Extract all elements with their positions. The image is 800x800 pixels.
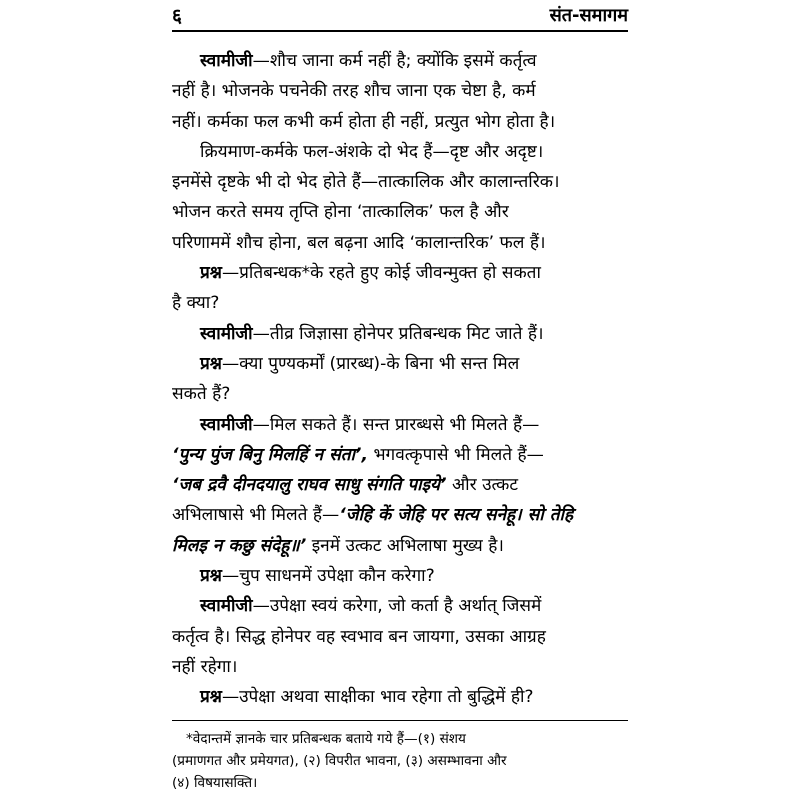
- text-segment: —उपेक्षा स्वयं करेगा, जो कर्ता है अर्थात् जिसमें: [252, 596, 542, 617]
- text-segment: —प्रतिबन्धक*के रहते हुए कोई जीवन्मुक्त हो सकता: [221, 263, 541, 284]
- text-segment: इनमेंसे दृष्टके भी दो भेद होते हैं—तात्कालिक और कालान्तरिक।: [172, 172, 560, 193]
- running-title: संत-समागम: [549, 5, 628, 26]
- text-line: [172, 470, 628, 500]
- text-segment: भगवत्कृपासे भी मिलते हैं—: [368, 444, 544, 465]
- text-segment: इनमें उत्कट अभिलाषा मुख्य है।: [306, 535, 504, 556]
- text-line: [172, 137, 628, 167]
- text-segment: और उत्कट: [446, 475, 518, 496]
- speaker-label: प्रश्न: [200, 687, 222, 708]
- footnote-line: (४) विषयासक्ति।: [172, 775, 258, 791]
- text-line: [172, 410, 628, 440]
- speaker-label: स्वामीजी: [200, 323, 253, 344]
- text-line: [172, 107, 628, 137]
- speaker-label: स्वामीजी: [200, 596, 253, 617]
- text-line: [172, 682, 628, 712]
- text-line: [172, 500, 628, 530]
- speaker-label: प्रश्न: [200, 566, 222, 587]
- text-segment: —शौच जाना कर्म नहीं है; क्योंकि इसमें कर्तृत्व: [252, 51, 537, 71]
- text-segment: नहीं है। भोजनके पचनेकी तरह शौच जाना एक चेष्टा है, कर्म: [172, 81, 536, 102]
- page-header: [172, 4, 628, 28]
- text-line: [172, 561, 628, 591]
- text-line: [172, 258, 628, 288]
- paragraph: [172, 46, 628, 137]
- paragraph: [172, 319, 628, 349]
- paragraph: [172, 410, 628, 561]
- text-line: [172, 379, 628, 409]
- text-line: [172, 46, 628, 76]
- speaker-label: स्वामीजी: [200, 414, 253, 435]
- text-segment: सकते हैं?: [172, 384, 231, 405]
- page-number: ६: [172, 5, 182, 27]
- header-rule: [172, 30, 628, 32]
- footnote-line: *वेदान्तमें ज्ञानके चार प्रतिबन्धक बताये गये हैं—(१) संशय: [186, 731, 466, 747]
- paragraph: [172, 561, 628, 591]
- verse-quote: ‘पुन्य पुंज बिनु मिलहिं न संता’,: [172, 444, 368, 465]
- text-line: [172, 349, 628, 379]
- paragraph: [172, 137, 628, 258]
- footnote-line: (प्रमाणगत और प्रमेयगत), (२) विपरीत भावना, (३) असम्भावना और: [172, 753, 507, 769]
- text-line: [172, 167, 628, 197]
- text-segment: भोजन करते समय तृप्ति होना ‘तात्कालिक’ फल है और: [172, 202, 509, 223]
- footnote-rule: [172, 720, 628, 721]
- speaker-label: प्रश्न: [200, 353, 222, 374]
- text-segment: क्रियमाण-कर्मके फल-अंशके दो भेद हैं—दृष्ट और अदृष्ट।: [200, 141, 544, 162]
- verse-quote: ‘जब द्रवै दीनदयालु राघव साधु संगति पाइये’: [172, 475, 447, 496]
- text-segment: —उपेक्षा अथवा साक्षीका भाव रहेगा तो बुद्धिमें ही?: [221, 687, 534, 708]
- text-line: [172, 76, 628, 106]
- text-segment: नहीं। कर्मका फल कभी कर्म होता ही नहीं, प्रत्युत भोग होता है।: [172, 111, 556, 132]
- paragraph: [172, 682, 628, 712]
- verse-quote: ‘जेहि कें जेहि पर सत्य सनेहू। सो तेहि: [339, 505, 574, 526]
- text-line: [172, 228, 628, 258]
- text-segment: —चुप साधनमें उपेक्षा कौन करेगा?: [221, 566, 435, 587]
- text-line: [172, 622, 628, 652]
- speaker-label: स्वामीजी: [200, 51, 253, 71]
- text-line: [172, 652, 628, 682]
- body-text: [172, 46, 628, 713]
- text-segment: अभिलाषासे भी मिलते हैं—: [172, 505, 340, 526]
- paragraph: [172, 258, 628, 319]
- text-line: [172, 591, 628, 621]
- text-segment: कर्तृत्व है। सिद्ध होनेपर वह स्वभाव बन जायगा, उसका आग्रह: [172, 626, 546, 647]
- text-segment: —क्या पुण्यकर्मों (प्रारब्ध)-के बिना भी सन्त मिल: [221, 353, 520, 374]
- verse-quote: मिलइ न कछु संदेहू॥’: [172, 535, 307, 556]
- text-line: [172, 319, 628, 349]
- text-segment: —तीव्र जिज्ञासा होनेपर प्रतिबन्धक मिट जाते हैं।: [252, 323, 544, 344]
- speaker-label: प्रश्न: [200, 263, 222, 284]
- text-line: [172, 531, 628, 561]
- text-line: [172, 288, 628, 318]
- footnote: [172, 728, 628, 794]
- text-line: [172, 197, 628, 227]
- text-segment: नहीं रहेगा।: [172, 656, 238, 677]
- text-segment: —मिल सकते हैं। सन्त प्रारब्धसे भी मिलते हैं—: [252, 414, 540, 435]
- text-segment: है क्या?: [172, 293, 220, 314]
- text-segment: परिणाममें शौच होना, बल बढ़ना आदि ‘कालान्तरिक’ फल हैं।: [172, 232, 546, 253]
- text-line: [172, 440, 628, 470]
- paragraph: [172, 591, 628, 682]
- paragraph: [172, 349, 628, 410]
